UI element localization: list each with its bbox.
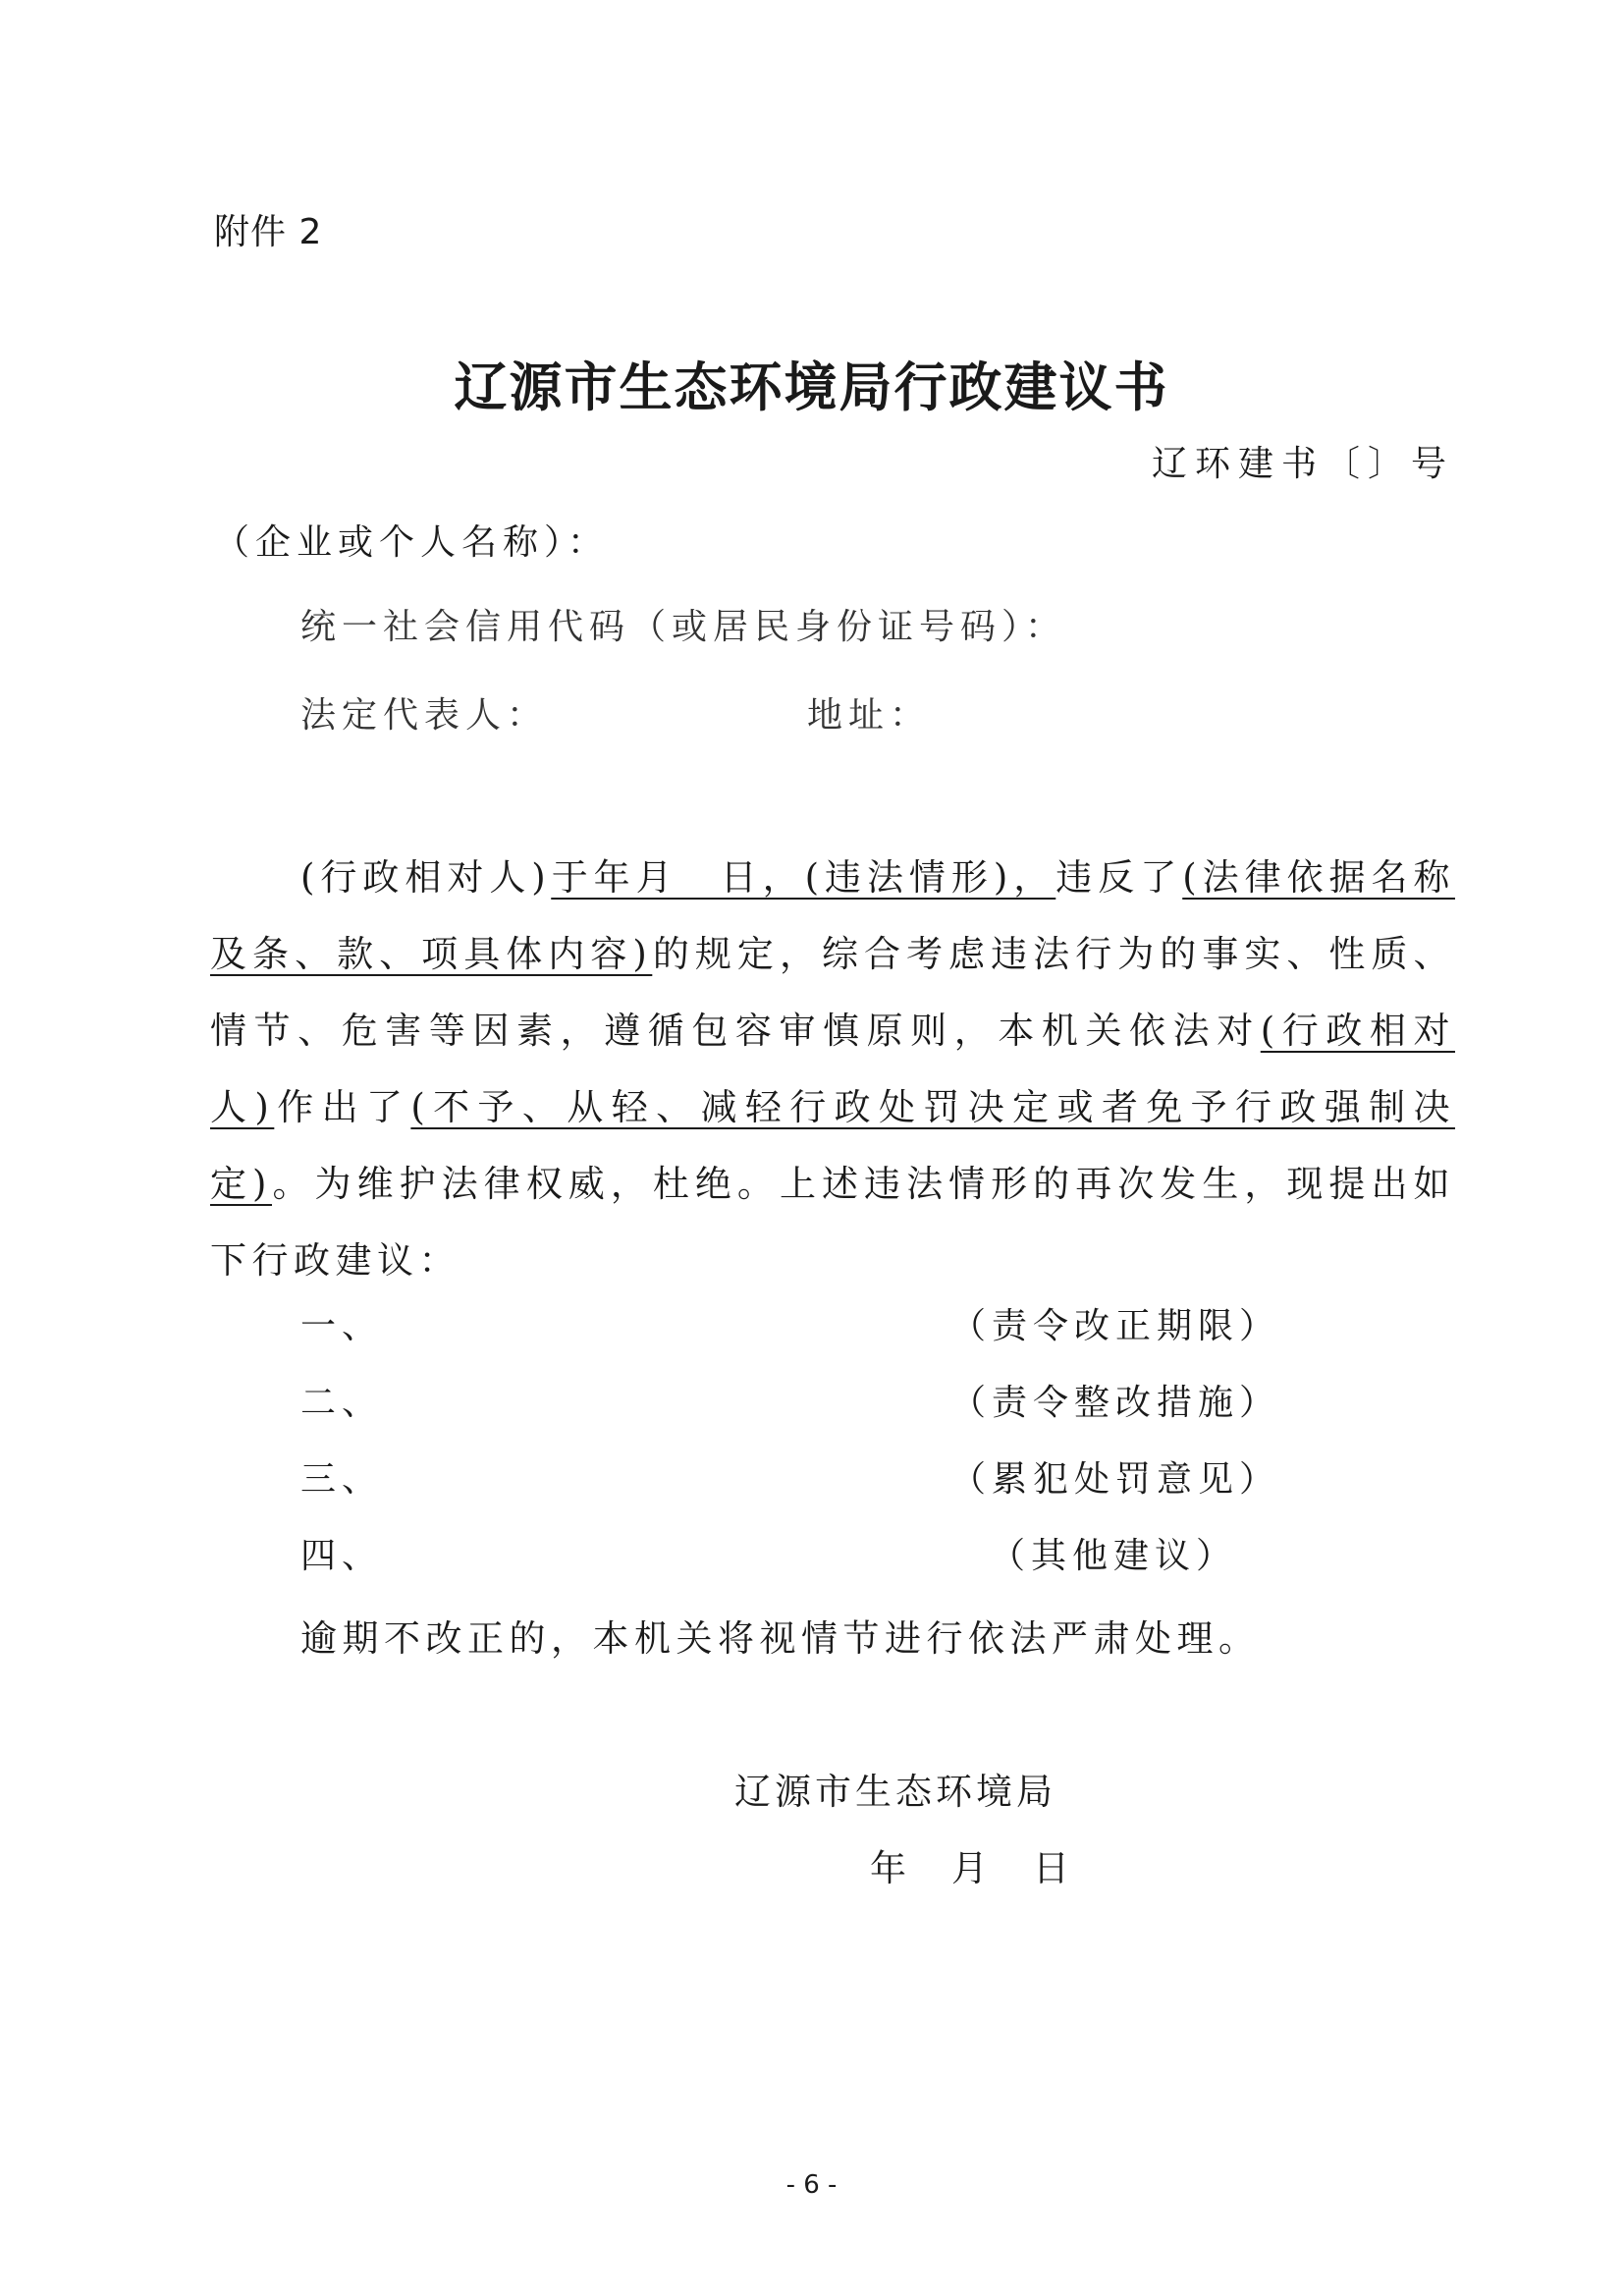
address-label: 地址：: [807, 695, 932, 736]
body-text: 。为维护法律权威，杜绝。上述违法情形的再次发生，现提出如下行政建议：: [210, 1163, 1456, 1282]
decision-placeholder: (不予、从轻、减轻行政处罚决定或者免予行政强制决定): [210, 1086, 1456, 1205]
date-day: 日: [1033, 1847, 1069, 1889]
attachment-label: 附件 2: [214, 212, 323, 252]
body-text: 违反了: [1055, 856, 1183, 899]
party-placeholder: (行政相对人): [300, 856, 552, 899]
page-number: - 6 -: [785, 2170, 838, 2200]
body-text: 作出了: [274, 1086, 411, 1128]
item-hint: （责令改正期限）: [950, 1306, 1281, 1346]
body-paragraph: [210, 840, 1455, 1299]
item-number: 二、: [300, 1383, 384, 1423]
item-hint: （责令整改措施）: [950, 1383, 1281, 1423]
item-hint: （累犯处罚意见）: [950, 1459, 1281, 1500]
item-number: 三、: [300, 1459, 384, 1500]
issuing-organization: 辽源市生态环境局: [734, 1771, 1056, 1813]
date-month: 月: [951, 1847, 988, 1889]
closing-statement: 逾期不改正的，本机关将视情节进行依法严肃处理。: [300, 1617, 1261, 1660]
item-number: 四、: [300, 1536, 384, 1576]
document-number: 辽环建书〔〕号: [1151, 444, 1454, 484]
document-title: 辽源市生态环境局行政建议书: [454, 356, 1169, 418]
credit-code-label: 统一社会信用代码（或居民身份证号码）：: [300, 607, 1067, 647]
signature-date: [870, 1838, 1114, 1891]
legal-representative-label: 法定代表人：: [300, 695, 549, 736]
item-hint: （其他建议）: [990, 1536, 1238, 1576]
date-violation-placeholder: 于年月 日，(违法情形)，: [551, 856, 1056, 899]
date-year: 年: [870, 1847, 906, 1889]
recipient-name-label: （企业或个人名称）：: [214, 522, 610, 563]
body-text: 的规定，综合考虑违法行为的事实、性质、情节、危害等因素，遵循包容审慎原则，本机关依法对: [210, 933, 1456, 1052]
legal-basis-placeholder: (法律依据名称及条、款、项具体内容): [210, 856, 1456, 975]
party-placeholder: (行政相对人): [210, 1010, 1456, 1128]
item-number: 一、: [300, 1306, 384, 1346]
